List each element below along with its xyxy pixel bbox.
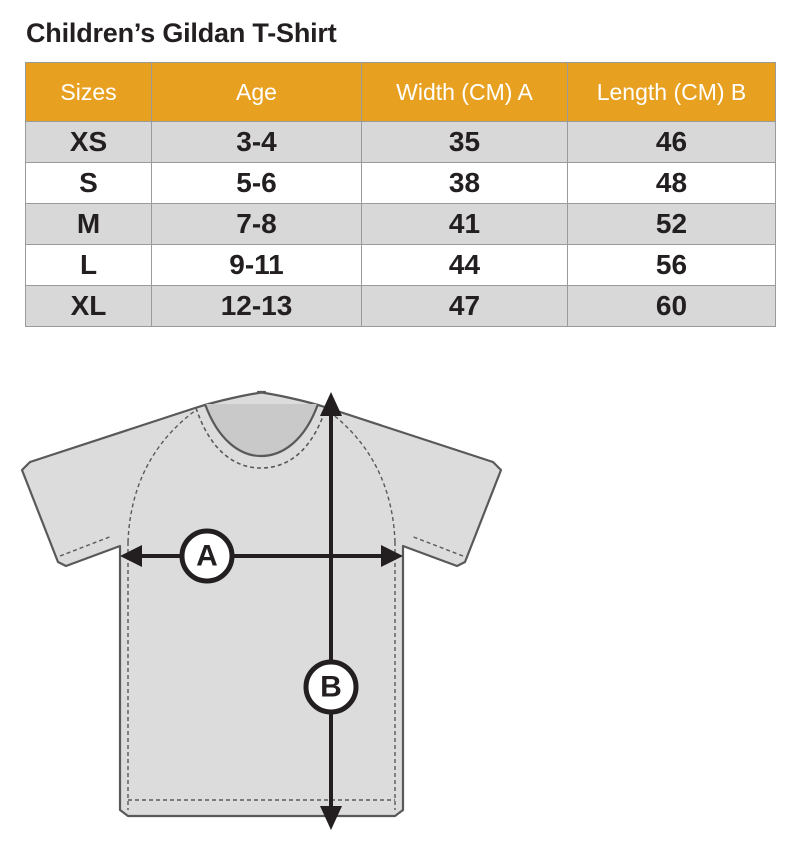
table-row [26,163,776,204]
cell-age: 12-13 [152,286,362,327]
cell-width: 44 [362,245,568,286]
column-header-age: Age [152,63,362,122]
column-header-width: Width (CM) A [362,63,568,122]
cell-age: 7-8 [152,204,362,245]
cell-length: 60 [568,286,776,327]
cell-width: 47 [362,286,568,327]
cell-size: S [26,163,152,204]
cell-width: 41 [362,204,568,245]
table-row [26,286,776,327]
size-chart-table [25,62,776,327]
cell-age: 9-11 [152,245,362,286]
table-header [26,63,776,122]
column-header-sizes: Sizes [26,63,152,122]
cell-length: 48 [568,163,776,204]
table-row [26,245,776,286]
cell-size: XS [26,122,152,163]
width-label-a: A [196,539,218,573]
tshirt-measurement-diagram [0,370,800,857]
table-body [26,122,776,327]
cell-length: 56 [568,245,776,286]
cell-length: 52 [568,204,776,245]
cell-size: M [26,204,152,245]
cell-size: L [26,245,152,286]
cell-width: 38 [362,163,568,204]
cell-width: 35 [362,122,568,163]
cell-length: 46 [568,122,776,163]
table-header-row [26,63,776,122]
tshirt-illustration [22,392,501,816]
length-label-b: B [320,670,342,704]
table-row [26,204,776,245]
cell-age: 5-6 [152,163,362,204]
table-row [26,122,776,163]
cell-size: XL [26,286,152,327]
page-title: Children’s Gildan T-Shirt [26,18,337,48]
cell-age: 3-4 [152,122,362,163]
column-header-length: Length (CM) B [568,63,776,122]
